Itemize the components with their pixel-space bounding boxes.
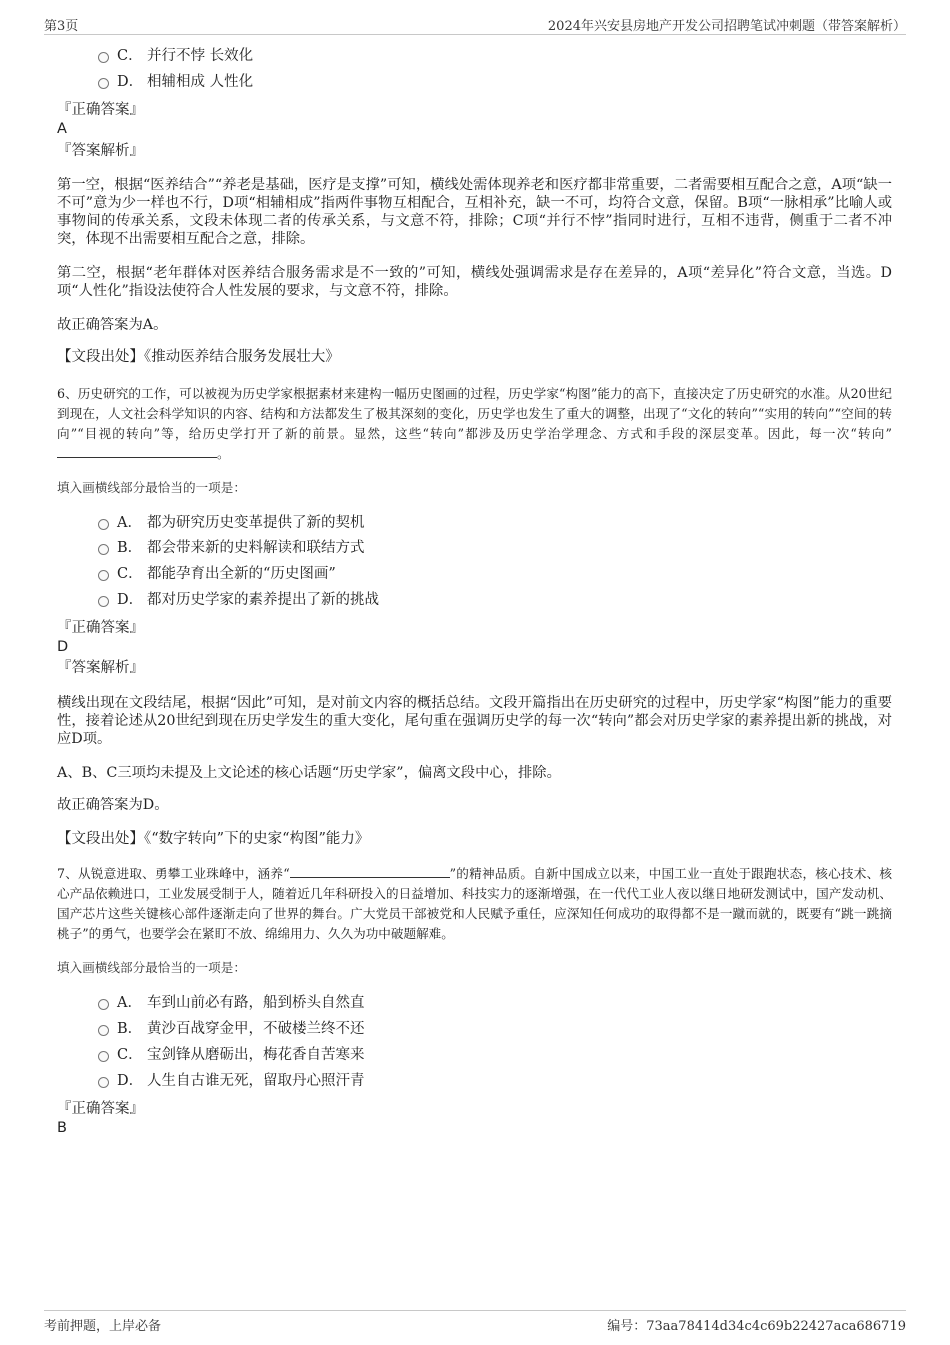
q7-answer-label: 『正确答案』 [57,1101,144,1117]
q6-source: 【文段出处】《“数字转向”下的史家“构图”能力》 [57,831,370,847]
q7-option-a[interactable]: A． 车到山前必有路，船到桥头自然直 [98,993,365,1013]
q6-instruction: 填入画横线部分最恰当的一项是： [57,480,246,495]
document-title: 2024年兴安县房地产开发公司招聘笔试冲刺题（带答案解析） [547,19,906,34]
q6-analysis-paragraph: A、B、C三项均未提及上文论述的核心话题“历史学家”，偏离文段中心，排除。 [57,765,561,781]
q7-stem: 7、从锐意进取、勇攀工业珠峰中，涵养“ ”的精神品质。自新中国成立以来，中国工业一直处于跟跑状态，核心技术、核心产品依赖进口，工业发展受制于人，随着近几年科研投入的日益增加、科技实力的逐渐增强，在一代代工业人夜以继日地研发测试中，国产发动机、国产芯片这些关键核心部件逐渐走向了世界的舞台。广大党员干部被党和人民赋予重任，应深知任何成功的取得都不是一蹴而就的，既要有“跳一跳摘桃子”的勇气，也要学会在紧盯不放、绵绵用力、久久为功中破题解难。 [57,866,892,941]
q6-option-b[interactable]: B． 都会带来新的史料解读和联结方式 [98,538,365,558]
radio-icon[interactable] [98,1051,109,1062]
q6-analysis-paragraph: 横线出现在文段结尾，根据“因此”可知，是对前文内容的概括总结。文段开篇指出在历史研究的过程中，历史学家“构图”能力的重要性，接着论述从20世纪到现在历史学发生的重大变化，尾句重在强调历史学的每一次“转向”都会对历史学家的素养提出新的挑战，对应D项。 [57,695,892,747]
q7-answer: B [57,1120,67,1136]
radio-icon[interactable] [98,52,109,63]
q5-analysis-label: 『答案解析』 [57,143,144,159]
q6-option-a[interactable]: A． 都为研究历史变革提供了新的契机 [98,513,365,533]
radio-icon[interactable] [98,519,109,530]
q5-analysis-paragraph: 第一空，根据“医养结合”“养老是基础，医疗是支撑”可知，横线处需体现养老和医疗都非常重要，二者需要相互配合之意，A项“缺一不可”意为少一样也不行，D项“相辅相成”指两件事物互相配合，互相补充，缺一不可，均符合文意，保留。B项“一脉相承”比喻人或事物间的传承关系，文段未体现二者的传承关系，与文意不符，排除；C项“并行不悖”指同时进行，互相不违背，侧重于二者不冲突，体现不出需要相互配合之意，排除。 [57,177,892,247]
footer-slogan: 考前押题，上岸必备 [44,1319,162,1334]
q6-analysis-label: 『答案解析』 [57,660,144,676]
q7-option-b[interactable]: B． 黄沙百战穿金甲，不破楼兰终不还 [98,1019,365,1039]
q6-answer-label: 『正确答案』 [57,620,144,636]
q6-analysis-conclusion: 故正确答案为D。 [57,797,169,813]
page-footer [44,1310,906,1335]
radio-icon[interactable] [98,596,109,607]
q5-answer-label: 『正确答案』 [57,102,144,118]
q5-option-c[interactable]: C． 并行不悖 长效化 [98,46,253,66]
radio-icon[interactable] [98,544,109,555]
fill-blank [290,865,450,878]
q7-option-d[interactable]: D． 人生自古谁无死，留取丹心照汗青 [98,1071,365,1091]
q5-source: 【文段出处】《推动医养结合服务发展壮大》 [57,349,340,365]
q5-option-d[interactable]: D． 相辅相成 人性化 [98,72,253,92]
page-number: 第3页 [44,19,79,34]
radio-icon[interactable] [98,999,109,1010]
document-id: 编号：73aa78414d34c4c69b22427aca686719 [607,1319,906,1334]
q6-option-c[interactable]: C． 都能孕育出全新的“历史图画” [98,564,336,584]
radio-icon[interactable] [98,1077,109,1088]
radio-icon[interactable] [98,78,109,89]
radio-icon[interactable] [98,570,109,581]
q5-analysis-paragraph: 第二空，根据“老年群体对医养结合服务需求是不一致的”可知，横线处强调需求是存在差异的，A项“差异化”符合文意，当选。D项“人性化”指设法使符合人性发展的要求，与文意不符，排除。 [57,265,892,299]
radio-icon[interactable] [98,1025,109,1036]
q7-instruction: 填入画横线部分最恰当的一项是： [57,960,246,975]
q6-option-d[interactable]: D． 都对历史学家的素养提出了新的挑战 [98,590,379,610]
q6-answer: D [57,639,69,655]
fill-blank [57,445,217,458]
q5-answer: A [57,121,67,137]
q6-stem: 6、历史研究的工作，可以被视为历史学家根据素材来建构一幅历史图画的过程，历史学家“构图”能力的高下，直接决定了历史研究的水准。从20世纪到现在，人文社会科学知识的内容、结构和方法都发生了极其深刻的变化，历史学也发生了重大的调整，出现了“文化的转向”“实用的转向”“空间的转向”“目视的转向”等，给历史学打开了新的前景。显然，这些“转向”都涉及历史学治学理念、方式和手段的深层变革。因此，每一次“转向”。 [57,386,892,461]
q5-analysis-conclusion: 故正确答案为A。 [57,317,168,333]
page-header [44,14,906,35]
q7-option-c[interactable]: C． 宝剑锋从磨砺出，梅花香自苦寒来 [98,1045,365,1065]
